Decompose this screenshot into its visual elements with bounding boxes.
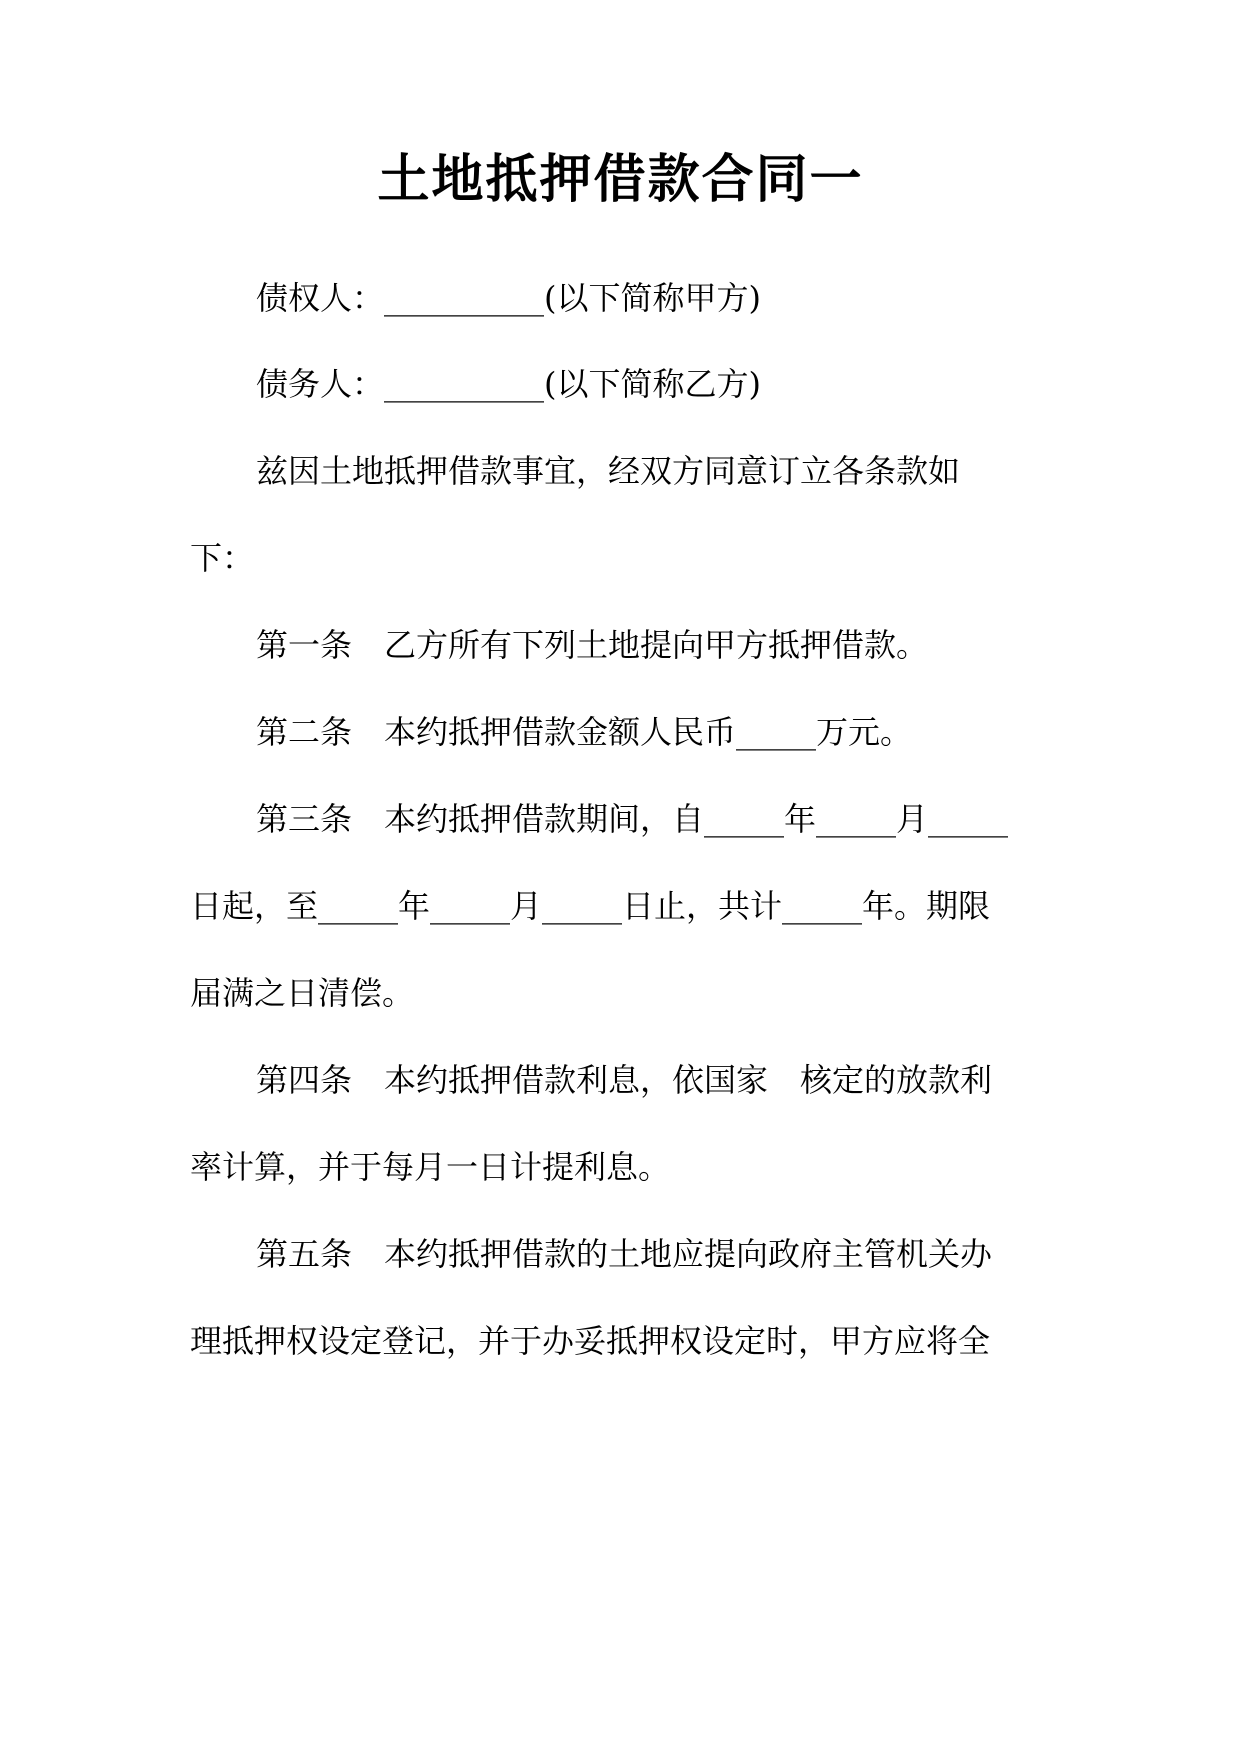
article-5-line-1: 第五条 本约抵押借款的土地应提向政府主管机关办 bbox=[256, 1235, 993, 1273]
article-2: 第二条 本约抵押借款金额人民币_____万元。 bbox=[256, 713, 913, 751]
article-3-line-3: 届满之日清偿。 bbox=[190, 974, 415, 1012]
creditor-line: 债权人：__________(以下简称甲方) bbox=[256, 279, 761, 317]
article-4-line-1: 第四条 本约抵押借款利息，依国家 核定的放款利 bbox=[256, 1061, 993, 1099]
article-3-line-1: 第三条 本约抵押借款期间，自_____年_____月_____ bbox=[256, 800, 1009, 838]
article-3-line-2: 日起，至_____年_____月_____日止，共计_____年。期限 bbox=[190, 887, 991, 925]
debtor-line: 债务人：__________(以下简称乙方) bbox=[256, 365, 761, 403]
preamble-line-2: 下： bbox=[190, 539, 255, 577]
article-1: 第一条 乙方所有下列土地提向甲方抵押借款。 bbox=[256, 626, 929, 664]
document-title: 土地抵押借款合同一 bbox=[377, 150, 864, 210]
article-4-line-2: 率计算，并于每月一日计提利息。 bbox=[190, 1148, 671, 1186]
preamble-line-1: 兹因土地抵押借款事宜，经双方同意订立各条款如 bbox=[256, 452, 961, 490]
article-5-line-2: 理抵押权设定登记，并于办妥抵押权设定时，甲方应将全 bbox=[190, 1322, 991, 1360]
